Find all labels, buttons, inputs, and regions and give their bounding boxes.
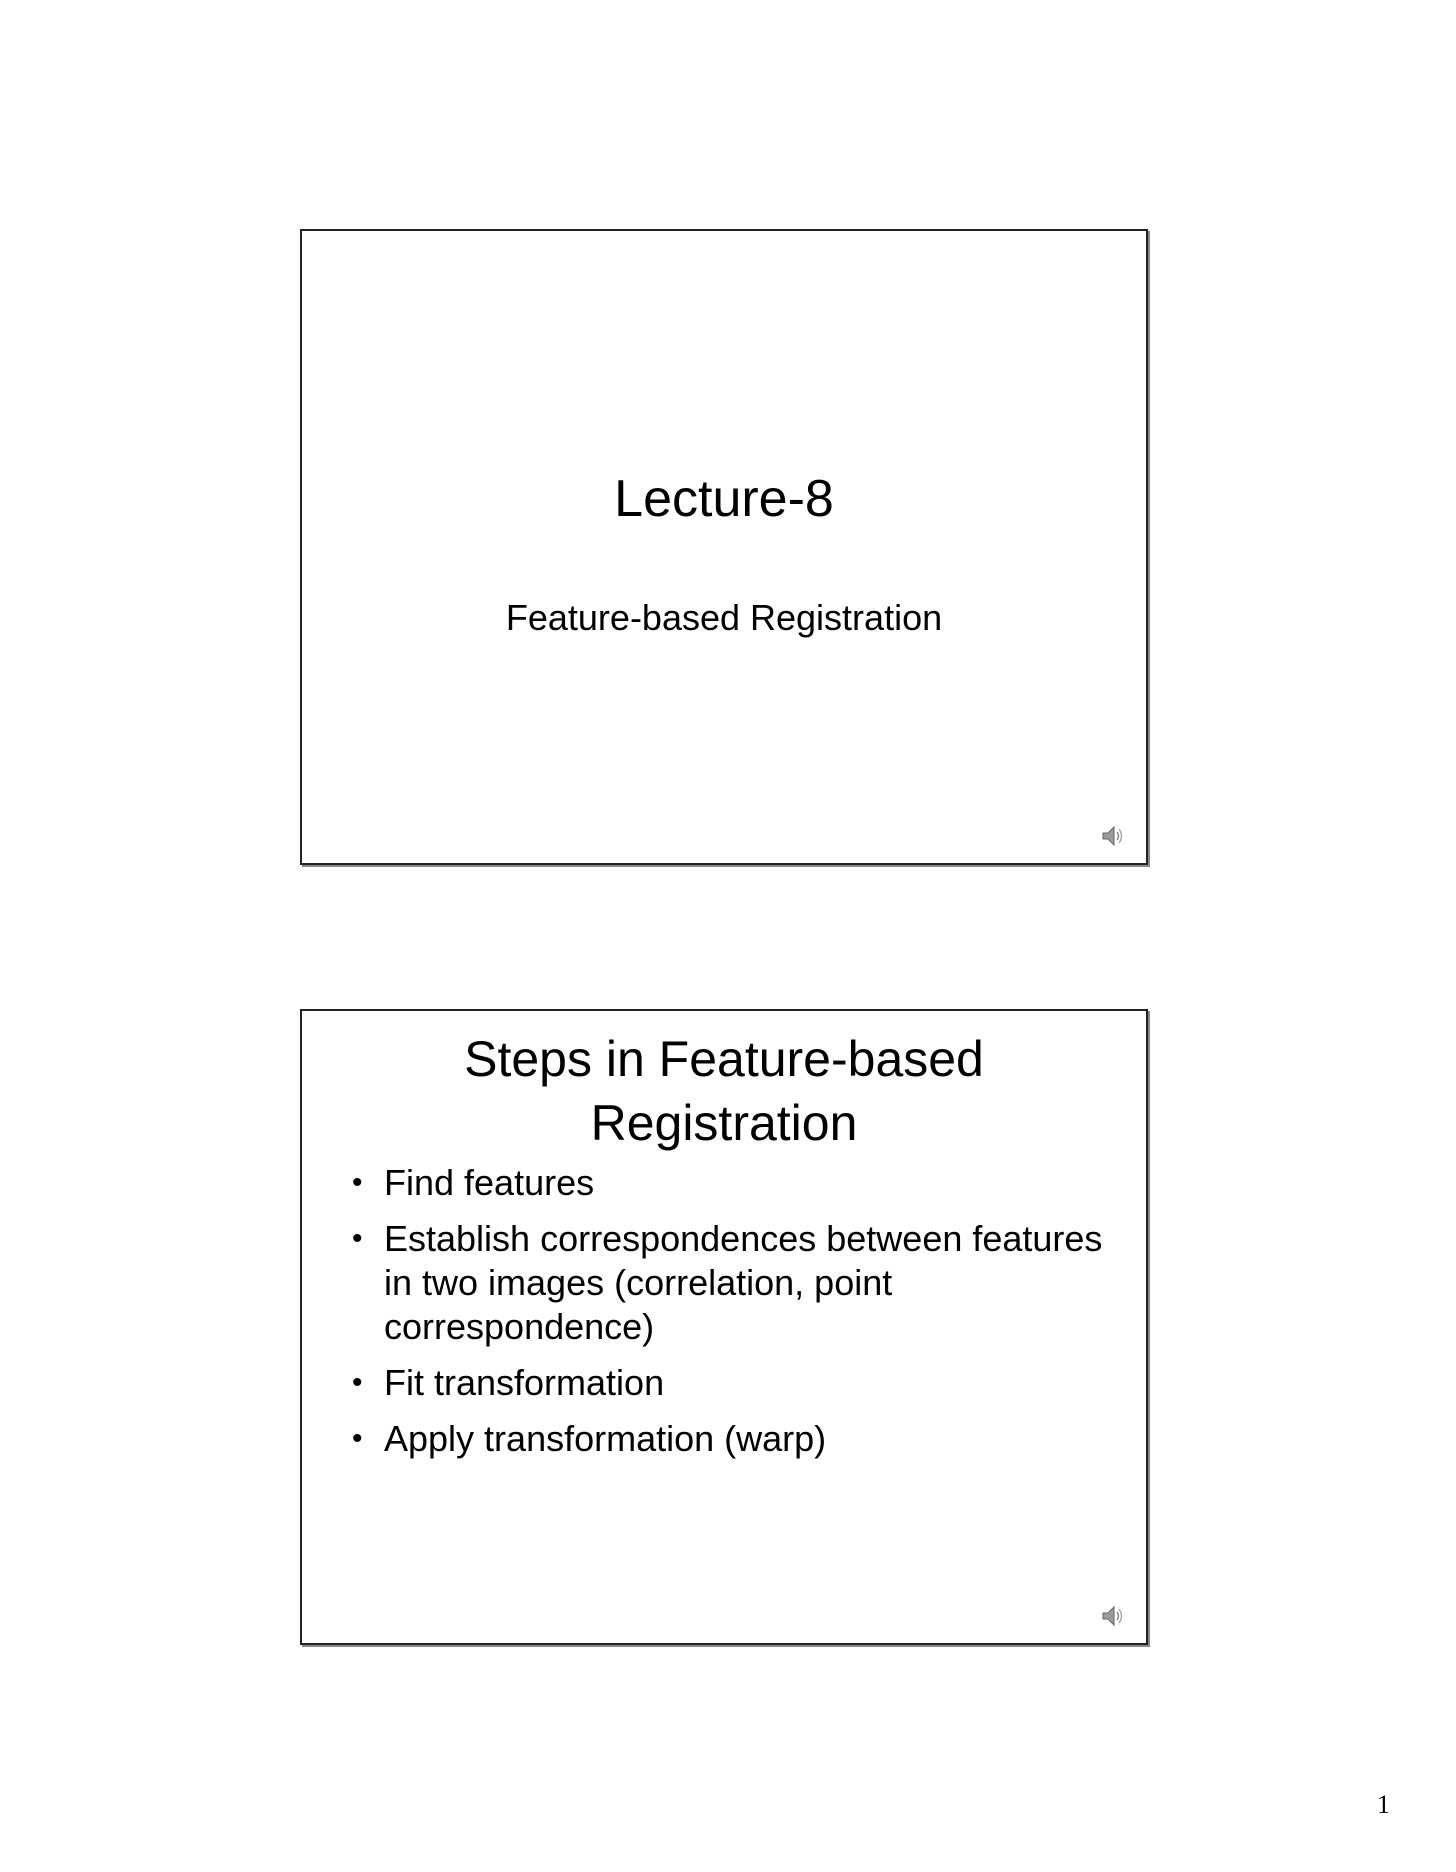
slide-1-subtitle: Feature-based Registration: [505, 597, 943, 638]
slide-1: [300, 229, 1148, 865]
bullet-text: Find features: [384, 1162, 595, 1203]
speaker-icon[interactable]: [1100, 1603, 1126, 1629]
bullet-text: Fit transformation: [384, 1362, 665, 1403]
bullet-text: Apply transformation (warp): [384, 1418, 827, 1459]
bullet-list: [348, 1161, 1106, 1473]
slide-1-title: Lecture-8: [614, 470, 834, 528]
page-number: 1: [1377, 1790, 1390, 1819]
bullet-dot-icon: •: [352, 1166, 363, 1199]
bullet-dot-icon: •: [352, 1366, 363, 1399]
speaker-icon[interactable]: [1100, 823, 1126, 849]
slide-2: [300, 1009, 1148, 1645]
bullet-item: [348, 1217, 1106, 1349]
slide-2-title-line-1: Steps in Feature-based: [464, 1031, 984, 1087]
bullet-dot-icon: •: [352, 1422, 363, 1455]
slide-2-title: [302, 1027, 1146, 1155]
bullet-text: Establish correspondences between features in two images (correlation, point correspondence): [384, 1218, 1103, 1347]
bullet-item: [348, 1361, 1106, 1405]
bullet-item: [348, 1161, 1106, 1205]
bullet-item: [348, 1417, 1106, 1461]
bullet-dot-icon: •: [352, 1222, 363, 1255]
slide-2-title-line-2: Registration: [590, 1095, 858, 1151]
